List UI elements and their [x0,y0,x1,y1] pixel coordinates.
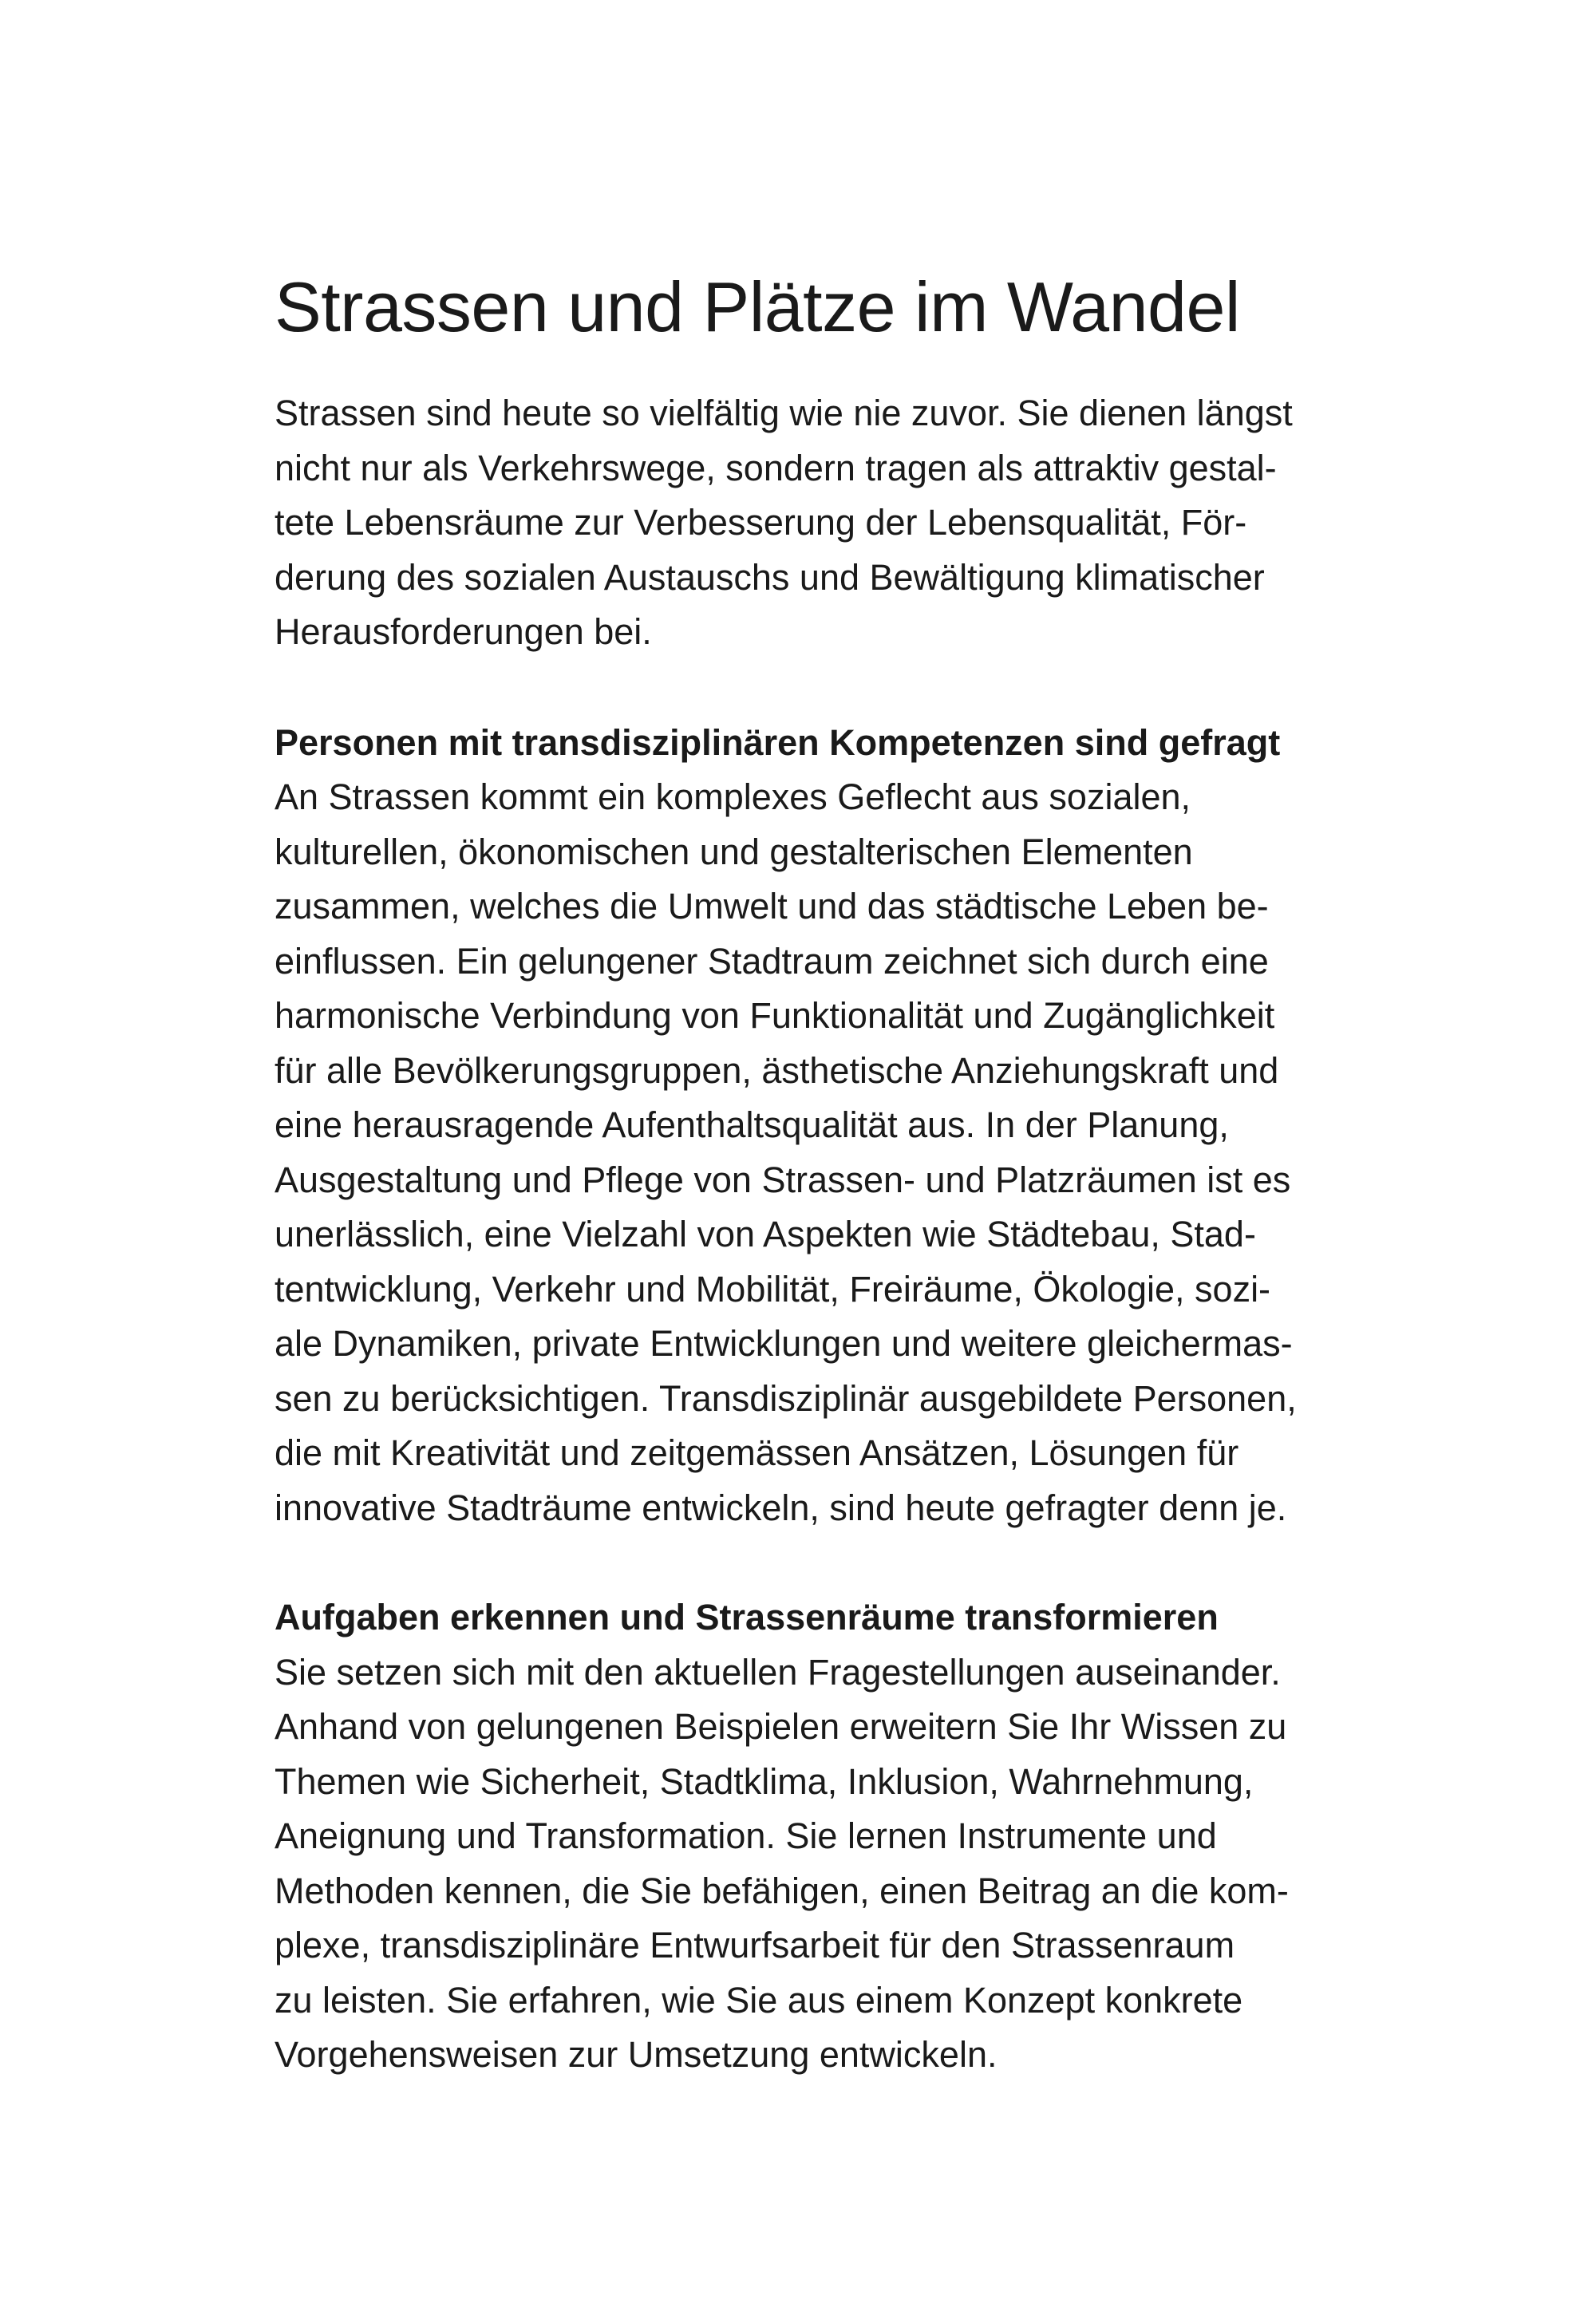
section-line: zusammen, welches die Umwelt und das städtische Leben be- [275,886,1269,926]
intro-line: Strassen sind heute so vielfältig wie nie zuvor. Sie dienen längst [275,393,1293,433]
section-line: Vorgehensweisen zur Umsetzung entwickeln. [275,2034,998,2075]
intro-paragraph [275,386,1344,660]
section-competences [275,716,1344,1536]
section-line: Themen wie Sicherheit, Stadtklima, Inklusion, Wahrnehmung, [275,1760,1254,1802]
section-line: harmonische Verbindung von Funktionalität und Zugänglichkeit [275,995,1275,1036]
intro-line: Herausforderungen bei. [275,611,652,652]
section-line: einflussen. Ein gelungener Stadtraum zeichnet sich durch eine [275,940,1269,982]
section-line: sen zu berücksichtigen. Transdisziplinär ausgebildete Personen, [275,1377,1297,1419]
section-tasks [275,1590,1344,2083]
section-line: Aneignung und Transformation. Sie lernen Instrumente und [275,1815,1217,1856]
section-line: für alle Bevölkerungsgruppen, ästhetische Anziehungskraft und [275,1049,1279,1091]
section-line: plexe, transdisziplinäre Entwurfsarbeit für den Strassenraum [275,1925,1235,1965]
section-line: kulturellen, ökonomischen und gestalterischen Elementen [275,831,1193,872]
section-line: die mit Kreativität und zeitgemässen Ansätzen, Lösungen für [275,1432,1239,1473]
section-line: Ausgestaltung und Pflege von Strassen- und Platzräumen ist es [275,1159,1291,1200]
page-title: Strassen und Plätze im Wandel [275,267,1240,346]
section-line: unerlässlich, eine Vielzahl von Aspekten wie Städtebau, Stad- [275,1214,1256,1254]
section-line: Methoden kennen, die Sie befähigen, einen Beitrag an die kom- [275,1870,1289,1911]
section-line: zu leisten. Sie erfahren, wie Sie aus einem Konzept konkrete [275,1979,1243,2021]
intro-line: nicht nur als Verkehrswege, sondern tragen als attraktiv gestal- [275,447,1277,488]
section-line: innovative Stadträume entwickeln, sind heute gefragter denn je. [275,1487,1287,1528]
section-heading: Personen mit transdisziplinären Kompetenzen sind gefragt [275,721,1281,763]
intro-line: derung des sozialen Austauschs und Bewältigung klimatischer [275,556,1265,598]
section-line: Anhand von gelungenen Beispielen erweitern Sie Ihr Wissen zu [275,1706,1287,1747]
intro-line: tete Lebensräume zur Verbesserung der Lebensqualität, För- [275,502,1247,543]
section-line: tentwicklung, Verkehr und Mobilität, Freiräume, Ökologie, sozi- [275,1268,1271,1310]
section-line: Sie setzen sich mit den aktuellen Fragestellungen auseinander. [275,1651,1281,1693]
section-line: ale Dynamiken, private Entwicklungen und weitere gleichermas- [275,1323,1293,1364]
section-line: An Strassen kommt ein komplexes Geflecht aus sozialen, [275,776,1191,817]
section-heading: Aufgaben erkennen und Strassenräume transformieren [275,1597,1219,1637]
document-content [275,263,1344,2083]
section-line: eine herausragende Aufenthaltsqualität aus. In der Planung, [275,1104,1229,1145]
